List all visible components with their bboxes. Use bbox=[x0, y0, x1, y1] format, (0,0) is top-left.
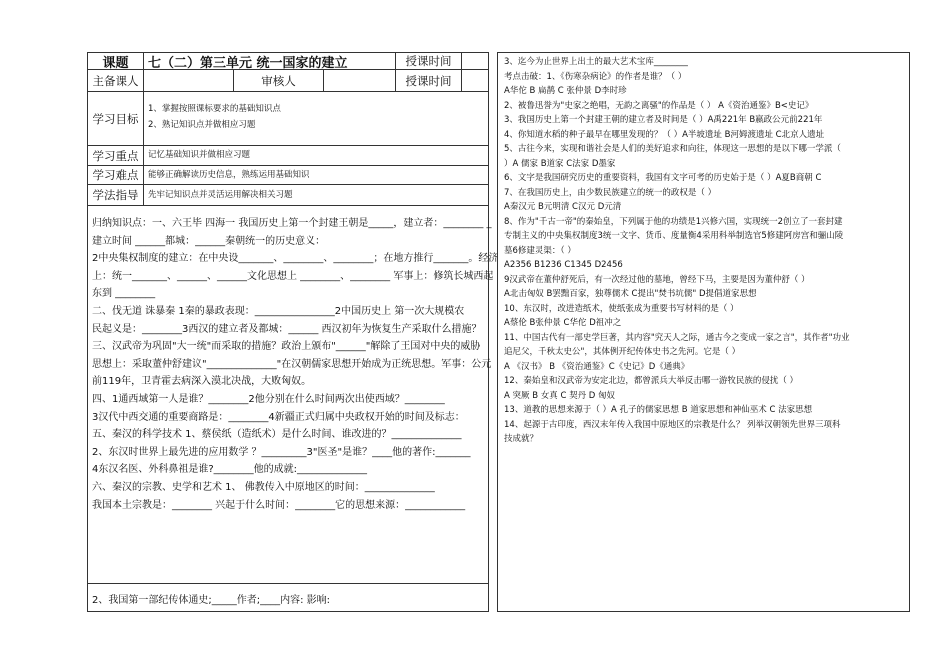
exercise-line: 6、文字是我国研究历史的重要资料，我国有文字可考的历史始于是（ ）A夏B商朝 C bbox=[504, 173, 822, 183]
knowledge-line: 民起义是：________3西汉的建立者及都城：______ 西汉初年为恢复生产采取什么措施？ bbox=[92, 323, 482, 335]
exercise-line: A秦汉元 B元明清 C汉元 D元清 bbox=[504, 202, 622, 212]
exercise-line: ）A 儒家 B道家 C法家 D墨家 bbox=[504, 158, 616, 169]
knowledge-line: 建立时间 ______都城：______秦朝统一的历史意义： bbox=[92, 235, 326, 247]
exercise-line: 12、秦始皇和汉武帝为安定北边，都曾派兵大举反击哪一游牧民族的侵扰（ ） bbox=[504, 376, 799, 386]
knowledge-line: 4东汉名医、外科鼻祖是谁?________他的成就:______________ bbox=[92, 464, 368, 476]
knowledge-line: 归纳知识点：一、六王毕 四海一 我国历史上第一个封建王朝是_____，建立者：________ _ bbox=[92, 218, 492, 229]
reviewer-value[interactable] bbox=[324, 70, 396, 91]
history-book-row bbox=[88, 584, 488, 611]
knowledge-line: 3汉代中西交通的重要商路是：________4新疆正式归属中央政权开始的时间及标志： bbox=[92, 411, 465, 423]
knowledge-line: 三、汉武帝为巩固"大一统"而采取的措施？政治上颁布"______"解除了王国对中央的威胁 bbox=[92, 341, 481, 353]
exercise-line: 3、我国历史上第一个封建王朝的建立者及时间是（ ）A禹221年 B嬴政公元前221年 bbox=[504, 115, 823, 125]
knowledge-line: 2、东汉时世界上最先进的应用数学 ？_________3"医圣"是谁？____他的著作:_______ bbox=[92, 446, 471, 458]
exercise-line: 13、道教的思想来源于（ ）A 孔子的儒家思想 B 道家思想和神仙巫术 C 法家思想 bbox=[504, 405, 813, 415]
knowledge-line: 前119年，卫青霍去病深入漠北决战，大败匈奴。 bbox=[92, 376, 312, 388]
focus-label: 学习重点 bbox=[92, 148, 139, 163]
topic-label: 课题 bbox=[102, 55, 129, 71]
knowledge-line: 上：统一_______、______、______文化思想上 ________、________ 军事上：修筑长城西起 bbox=[92, 270, 494, 282]
goals-row bbox=[88, 92, 488, 146]
goal-line-1: 1、掌握按照课标要求的基础知识点 bbox=[148, 104, 281, 114]
exercise-line: 专制主义的中央集权制度3统一文字、货币、度量衡4采用科举制选官5修建阿房宫和骊山陵 bbox=[504, 231, 844, 241]
exercise-line: A 《汉书》 B 《资治通鉴》C《史记》D《通典》 bbox=[504, 361, 690, 372]
exercise-line: A 突厥 B 女真 C 契丹 D 匈奴 bbox=[504, 390, 616, 401]
exercise-line: 5、古往今来，实现和谐社会是人们的美好追求和向往，体现这一思想的是以下哪一学派（ bbox=[504, 144, 841, 154]
reviewer-label: 审核人 bbox=[261, 73, 296, 88]
knowledge-line: 思想上：采取董仲舒建议"______________"在汉朝儒家思想开始成为正统思想。军事：公元 bbox=[92, 358, 492, 370]
guide-label: 学法指导 bbox=[92, 188, 139, 202]
exercise-line: 考点击破：1、《伤寒杂病论》的作者是谁？（ ） bbox=[504, 71, 687, 82]
exercise-line: 3、迄今为止世界上出土的最大艺术宝库________ bbox=[504, 57, 688, 67]
difficulty-text: 能够正确解读历史信息，熟练运用基础知识 bbox=[148, 169, 310, 180]
topic-row bbox=[88, 53, 488, 70]
exercise-line: 4、你知道水稻的种子最早在哪里发现的？（ ）A半坡遗址 B河姆渡遗址 C北京人遗址 bbox=[504, 129, 825, 140]
time-value-2[interactable] bbox=[462, 70, 488, 91]
exercise-line: 追尼父，千秋太史公"，其体例开纪传体史书之先河。它是（ ） bbox=[504, 347, 741, 357]
knowledge-text bbox=[92, 215, 499, 514]
teacher-label: 主备课人 bbox=[92, 73, 139, 88]
topic-value: 七（二）第三单元 统一国家的建立 bbox=[148, 55, 348, 71]
teacher-row bbox=[88, 70, 488, 92]
exercise-line: A北击匈奴 B罢黜百家，独尊儒术 C提出"焚书坑儒" D提倡道家思想 bbox=[504, 289, 757, 299]
exercise-line: A华佗 B 扁鹊 C 张仲景 D李时珍 bbox=[504, 86, 627, 96]
exercise-text bbox=[504, 55, 905, 447]
exercise-line: 10、东汉时，改进造纸术，使纸张成为重要书写材料的是（ ） bbox=[504, 303, 739, 314]
knowledge-line: 我国本土宗教是：________ 兴起于什么时间：________它的思想来源：____________ bbox=[92, 499, 466, 511]
exercise-line: 14、起源于古印度，西汉末年传入我国中原地区的宗教是什么？ 列举汉朝领先世界三项科 bbox=[504, 419, 841, 430]
knowledge-section bbox=[88, 206, 499, 584]
time-value-1[interactable] bbox=[462, 53, 488, 69]
focus-row bbox=[88, 146, 488, 166]
teacher-value[interactable] bbox=[144, 70, 234, 91]
exercise-panel bbox=[497, 52, 910, 612]
history-book-line: 2、我国第一部纪传体通史;_____作者;____内容: 影响: bbox=[92, 595, 331, 606]
exercise-line: 11、中国古代有一部史学巨著，其内容"究天人之际，通古今之变成一家之言"，其作者"功业 bbox=[504, 332, 850, 343]
exercise-line: 9汉武帝在董仲舒死后，有一次经过他的墓地，曾经下马，主要是因为董仲舒（ ） bbox=[504, 274, 810, 285]
knowledge-line: 四、1通西域第一人是谁？________2他分别在什么时间两次出使西域？________ bbox=[92, 393, 445, 405]
guide-row bbox=[88, 185, 488, 206]
knowledge-line: 2中央集权制度的建立：在中央设_______、________、________；在地方推行_______。经济 bbox=[92, 253, 499, 265]
lesson-plan-table bbox=[87, 52, 499, 612]
focus-text: 记忆基础知识并做相应习题 bbox=[148, 150, 251, 160]
exercise-line: 7、在我国历史上，由少数民族建立的统一的政权是（ ） bbox=[504, 187, 717, 198]
exercise-line: A蔡伦 B张仲景 C华佗 D祖冲之 bbox=[504, 318, 622, 328]
knowledge-line: 东到 ________ bbox=[92, 288, 156, 300]
time-label-1: 授课时间 bbox=[405, 54, 452, 68]
exercise-line: 2、被鲁迅誉为"史家之绝唱，无韵之离骚"的作品是（ ） A《资治通鉴》B<史记》 bbox=[504, 100, 814, 111]
time-label-2: 授课时间 bbox=[405, 73, 452, 88]
exercise-line: 8、作为"千古一帝"的秦始皇，下列属于他的功绩是1兴修六国，实现统一2创立了一套封建 bbox=[504, 216, 843, 227]
exercise-line: 墓6修建灵渠：（ ） bbox=[504, 245, 576, 256]
goal-line-2: 2、熟记知识点并做相应习题 bbox=[148, 120, 256, 130]
exercise-line: A2356 B1236 C1345 D2456 bbox=[504, 260, 623, 270]
exercise-line: 技成就？ bbox=[504, 434, 539, 444]
knowledge-line: 六、秦汉的宗教、史学和艺术 1、 佛教传入中原地区的时间：______________ bbox=[92, 481, 435, 493]
knowledge-line: 二、伐无道 诛暴秦 1秦的暴政表现：________________2中国历史上 第一次大规模农 bbox=[92, 305, 465, 317]
difficulty-row bbox=[88, 166, 488, 185]
goals-label: 学习目标 bbox=[92, 111, 139, 126]
knowledge-line: 五、秦汉的科学技术 1、蔡侯纸（造纸术）是什么时间、谁改进的？______________ bbox=[92, 429, 462, 441]
difficulty-label: 学习难点 bbox=[92, 168, 139, 182]
guide-text: 先牢记知识点并灵活运用解决相关习题 bbox=[148, 189, 293, 200]
